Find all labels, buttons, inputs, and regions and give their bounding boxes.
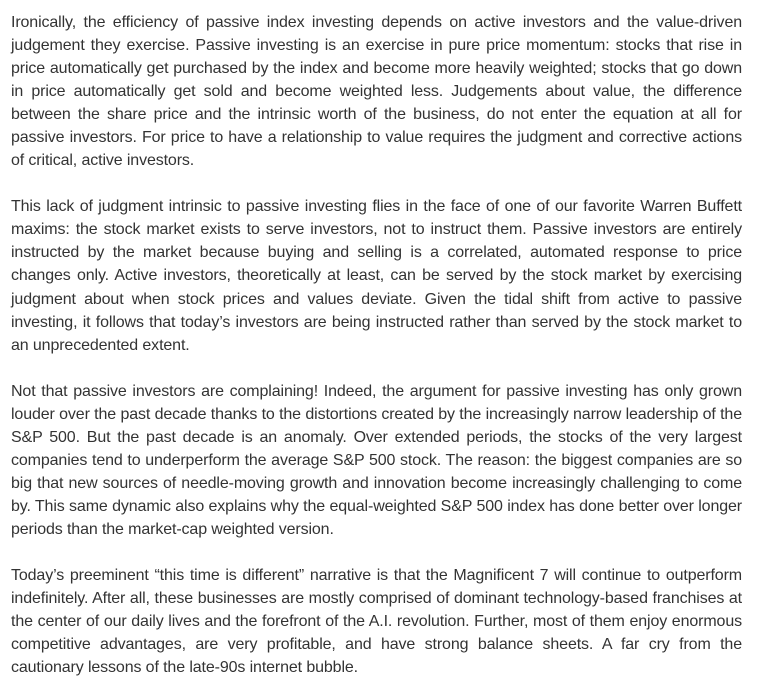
paragraph-passive-momentum: Ironically, the efficiency of passive index investing depends on active investors and the value-driven judgement they exercise. Passive investing is an exercise in pure price momentum: stocks that rise in price automatically get purchased by the index and become more heavily weighted; stocks that go down in price automatically get sold and become weighted less. Judgements about value, the difference between the share price and the intrinsic worth of the business, do not enter the equation at all for passive investors. For price to have a relationship to value requires the judgment and corrective actions of critical, active investors.: [11, 14, 742, 170]
document-body: [11, 11, 742, 679]
paragraph-magnificent-7: Today’s preeminent “this time is different” narrative is that the Magnificent 7 will continue to outperform indefinitely. After all, these businesses are mostly comprised of dominant technology-based franchises at the center of our daily lives and the forefront of the A.I. revolution. Further, most of them enjoy enormous competitive advantages, are very profitable, and have strong balance sheets. A far cry from the cautionary lessons of the late-90s internet bubble.: [11, 566, 742, 677]
paragraph-buffett-maxim: This lack of judgment intrinsic to passive investing flies in the face of one of our favorite Warren Buffett maxims: the stock market exists to serve investors, not to instruct them. Passive investors are entirely instructed by the market because buying and selling is a correlated, automated response to price changes only. Active investors, theoretically at least, can be served by the stock market by exercising judgment about when stock prices and values deviate. Given the tidal shift from active to passive investing, it follows that today’s investors are being instructed rather than served by the stock market to an unprecedented extent.: [11, 198, 742, 354]
paragraph-sp500-anomaly: Not that passive investors are complaining! Indeed, the argument for passive investing has only grown louder over the past decade thanks to the distortions created by the increasingly narrow leadership of the S&P 500. But the past decade is an anomaly. Over extended periods, the stocks of the very largest companies tend to underperform the average S&P 500 stock. The reason: the biggest companies are so big that new sources of needle-moving growth and innovation become increasingly challenging to come by. This same dynamic also explains why the equal-weighted S&P 500 index has done better over longer periods than the market-cap weighted version.: [11, 382, 742, 538]
